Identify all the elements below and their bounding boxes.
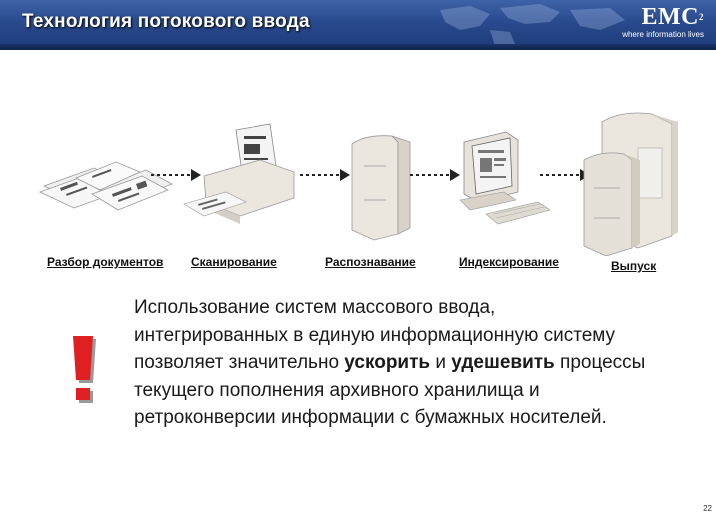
page-number: 22 bbox=[703, 504, 712, 513]
notice-line-3-start: позволяет значительно bbox=[134, 352, 345, 373]
exclamation-icon bbox=[64, 332, 100, 404]
stage-label-recognition: Распознавание bbox=[325, 255, 416, 269]
slide-title: Технология потокового ввода bbox=[22, 11, 310, 32]
emphasis-accelerate: ускорить bbox=[344, 352, 431, 373]
notice-line-2: интегрированных в единую информационную систему bbox=[134, 324, 616, 346]
stage-label-indexing: Индексирование bbox=[459, 255, 559, 269]
server-icon bbox=[346, 130, 416, 242]
emphasis-cheapen: удешевить bbox=[451, 352, 555, 373]
flow-arrow-2 bbox=[300, 168, 350, 182]
emc-logo bbox=[622, 5, 704, 39]
notice-line-3-end: процессы bbox=[554, 352, 646, 373]
notice-line-3-and: и bbox=[430, 352, 452, 373]
documents-icon bbox=[36, 150, 176, 220]
logo-tagline: where information lives bbox=[622, 30, 704, 39]
logo-brand: EMC bbox=[641, 4, 699, 30]
notice-line-5: ретроконверсии информации с бумажных носителей. bbox=[134, 407, 607, 428]
servers-icon bbox=[582, 108, 692, 256]
scanner-icon bbox=[180, 122, 298, 232]
slide-header bbox=[0, 0, 716, 50]
stage-label-sorting: Разбор документов bbox=[47, 255, 164, 269]
stage-label-scanning: Сканирование bbox=[191, 255, 277, 269]
notice-line-4: текущего пополнения архивного хранилища и bbox=[134, 379, 540, 401]
stage-label-output: Выпуск bbox=[611, 259, 657, 273]
logo-superscript: 2 bbox=[699, 12, 704, 22]
notice-line-3 bbox=[134, 349, 694, 377]
notice-text bbox=[134, 294, 694, 432]
notice-line-1: Использование систем массового ввода, bbox=[134, 297, 496, 318]
workstation-icon bbox=[456, 130, 552, 230]
world-map-icon bbox=[430, 0, 630, 48]
flow-arrow-3 bbox=[410, 168, 460, 182]
